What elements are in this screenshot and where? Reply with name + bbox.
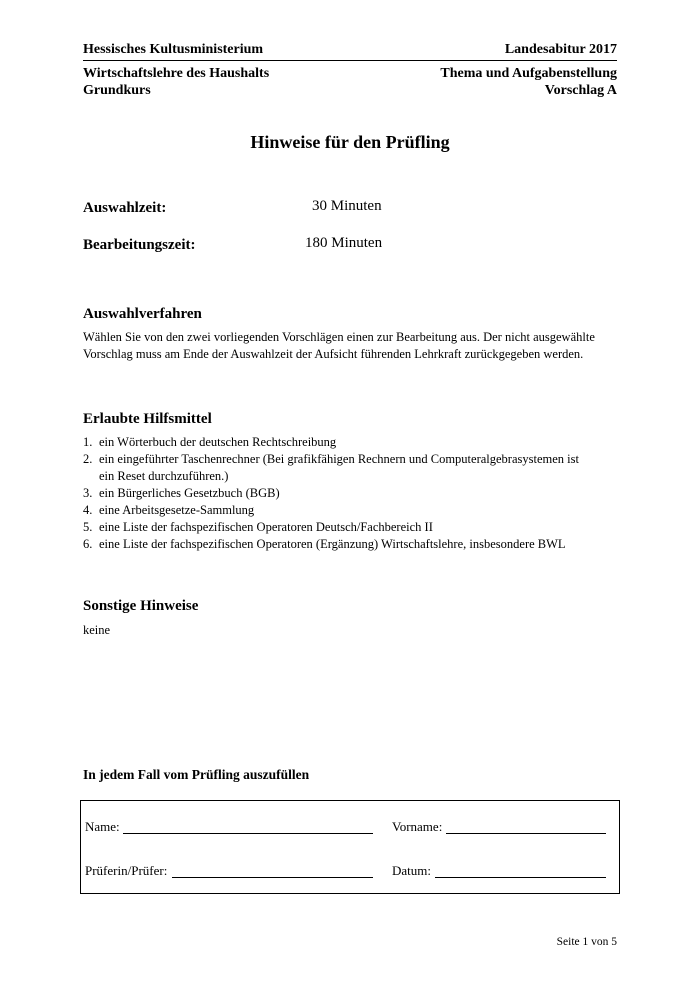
page-title: Hinweise für den Prüfling	[250, 132, 450, 152]
aid-item-number: 5.	[83, 520, 93, 534]
name-label: Name:	[85, 819, 120, 834]
aid-item-text: ein Bürgerliches Gesetzbuch (BGB)	[99, 486, 280, 500]
selection-time-label: Auswahlzeit:	[83, 200, 167, 216]
aid-item	[83, 451, 623, 468]
aid-item	[83, 536, 623, 553]
aid-item-number: 4.	[83, 503, 93, 517]
aid-item-text: ein Reset durchzuführen.)	[99, 469, 229, 483]
candidate-form	[80, 800, 620, 894]
name-field[interactable]	[123, 833, 373, 834]
aids-list	[83, 434, 623, 553]
date-field[interactable]	[435, 877, 606, 878]
firstname-field[interactable]	[446, 833, 606, 834]
aid-item-text: eine Liste der fachspezifischen Operatoren (Ergänzung) Wirtschaftslehre, insbesondere BWL	[99, 537, 566, 551]
page-number: Seite 1 von 5	[556, 936, 617, 948]
aid-item	[83, 434, 623, 451]
aid-item-text: eine Arbeitsgesetze-Sammlung	[99, 503, 255, 517]
aid-item	[83, 502, 623, 519]
aid-item-text: ein eingeführter Taschenrechner (Bei grafikfähigen Rechnern und Computeralgebrasystemen ist	[99, 452, 579, 466]
proposal-label: Vorschlag A	[544, 83, 617, 98]
aids-heading: Erlaubte Hilfsmittel	[83, 411, 212, 427]
aid-item-number: 2.	[83, 452, 93, 466]
topic-label: Thema und Aufgabenstellung	[440, 66, 617, 81]
aid-item-continuation	[83, 468, 623, 485]
procedure-heading: Auswahlverfahren	[83, 306, 202, 322]
other-heading: Sonstige Hinweise	[83, 598, 199, 614]
work-time-value: 180 Minuten	[305, 235, 383, 251]
aid-item-text: ein Wörterbuch der deutschen Rechtschreibung	[99, 435, 337, 449]
work-time-label: Bearbeitungszeit:	[83, 237, 196, 253]
aid-item	[83, 485, 623, 502]
aid-item	[83, 519, 623, 536]
firstname-label: Vorname:	[392, 819, 443, 834]
aid-item-number: 6.	[83, 537, 93, 551]
examiner-field[interactable]	[172, 877, 373, 878]
date-label: Datum:	[392, 863, 431, 878]
subject-name: Wirtschaftslehre des Haushalts	[83, 66, 270, 81]
other-text: keine	[83, 623, 111, 637]
procedure-line-2: Vorschlag muss am Ende der Auswahlzeit der Aufsicht führenden Lehrkraft zurückgegeben werden.	[83, 347, 584, 361]
course-name: Grundkurs	[83, 83, 151, 98]
header-rule	[83, 60, 617, 61]
examiner-label: Prüferin/Prüfer:	[85, 863, 168, 878]
aid-item-text: eine Liste der fachspezifischen Operatoren Deutsch/Fachbereich II	[99, 520, 433, 534]
form-heading: In jedem Fall vom Prüfling auszufüllen	[83, 767, 310, 782]
procedure-line-1: Wählen Sie von den zwei vorliegenden Vorschlägen einen zur Bearbeitung aus. Der nicht ausgewählte	[83, 330, 595, 344]
ministry-name: Hessisches Kultusministerium	[83, 42, 264, 57]
exam-name: Landesabitur 2017	[504, 42, 617, 57]
aid-item-number: 3.	[83, 486, 93, 500]
aid-item-number: 1.	[83, 435, 93, 449]
selection-time-value: 30 Minuten	[312, 198, 382, 214]
